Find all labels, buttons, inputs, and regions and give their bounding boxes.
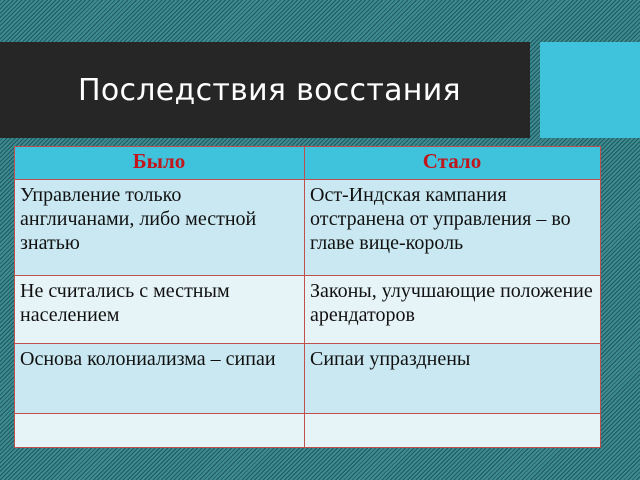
title-bar [0,42,530,138]
table-row [15,344,601,414]
header-before: Было [15,147,305,180]
cell-before [15,414,305,448]
table-row [15,414,601,448]
table-header-row [15,147,601,180]
cell-after: Ост-Индская кампания отстранена от управления – во главе вице-король [305,180,601,276]
header-after: Стало [305,147,601,180]
cell-after: Сипаи упразднены [305,344,601,414]
table-row [15,180,601,276]
cell-before: Не считались с местным населением [15,276,305,344]
cell-after [305,414,601,448]
cell-before: Основа колониализма – сипаи [15,344,305,414]
slide-title: Последствия восстания [78,72,461,108]
table-row [15,276,601,344]
cell-after: Законы, улучшающие положение арендаторов [305,276,601,344]
comparison-table [14,146,601,448]
cell-before: Управление только англичанами, либо местной знатью [15,180,305,276]
accent-square [540,42,640,138]
